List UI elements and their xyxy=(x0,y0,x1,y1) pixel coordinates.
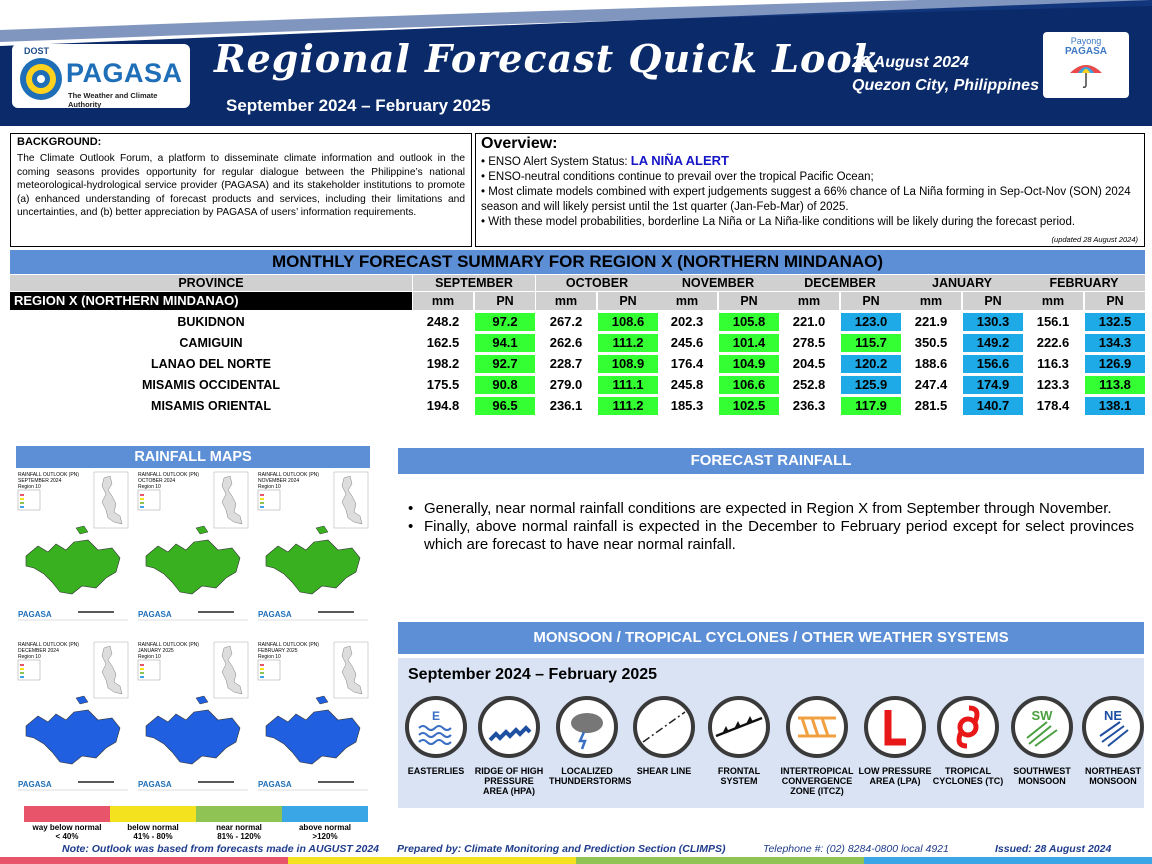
month-header: DECEMBER xyxy=(804,276,876,290)
frontal-system-icon xyxy=(708,696,770,758)
payong-line1: Payong xyxy=(1070,36,1102,46)
pn-value: 117.9 xyxy=(841,397,901,415)
pn-value: 101.4 xyxy=(719,334,779,352)
map-logo: PAGASA xyxy=(138,780,172,789)
weather-system-6 xyxy=(779,696,855,796)
overview-bullet-text: ENSO-neutral conditions continue to prevail over the tropical Pacific Ocean; xyxy=(488,171,874,183)
overview-section xyxy=(475,133,1145,247)
mm-value: 204.5 xyxy=(792,356,826,371)
pn-value: 140.7 xyxy=(963,397,1023,415)
summary-title: MONTHLY FORECAST SUMMARY FOR REGION X (NORTHERN MINDANAO) xyxy=(10,250,1145,274)
month-header: SEPTEMBER xyxy=(435,276,513,290)
legend-range: >120% xyxy=(312,832,338,841)
weather-system-3 xyxy=(549,696,632,786)
province-name: LANAO DEL NORTE xyxy=(151,357,271,371)
pn-value: 111.1 xyxy=(598,376,658,394)
legend-swatch xyxy=(282,806,368,822)
map-title: RAINFALL OUTLOOK (PN) xyxy=(18,472,79,478)
mm-value: 162.5 xyxy=(426,335,460,350)
mm-value: 228.7 xyxy=(549,356,583,371)
province-name: MISAMIS ORIENTAL xyxy=(151,399,271,413)
umbrella-icon xyxy=(1066,57,1106,91)
mm-subheader: mm xyxy=(797,294,821,308)
pn-value: 97.2 xyxy=(475,313,535,331)
weather-system-2 xyxy=(471,696,547,796)
map-title: RAINFALL OUTLOOK (PN) xyxy=(138,472,199,478)
map-title: RAINFALL OUTLOOK (PN) xyxy=(258,642,319,648)
pn-subheader: PN xyxy=(619,294,637,308)
forecast-rainfall-title: FORECAST RAINFALL xyxy=(398,448,1144,474)
pn-value: 138.1 xyxy=(1085,397,1145,415)
overview-bullet: • ENSO-neutral conditions continue to prevail over the tropical Pacific Ocean; xyxy=(481,171,874,183)
page-title: Regional Forecast Quick Look xyxy=(214,36,881,81)
pn-value: 113.8 xyxy=(1085,376,1145,394)
legend-range: < 40% xyxy=(55,832,79,841)
map-logo: PAGASA xyxy=(18,780,52,789)
pn-value: 108.9 xyxy=(598,355,658,373)
overview-bullet: • With these model probabilities, borderline La Niña or La Niña-like conditions will be likely during the forecast period. xyxy=(481,216,1076,228)
northeast-monsoon-icon xyxy=(1082,696,1144,758)
mm-value: 262.6 xyxy=(549,335,583,350)
legend-name: near normal xyxy=(216,823,262,832)
mm-value: 236.3 xyxy=(792,398,826,413)
pagasa-logo xyxy=(12,44,190,108)
weather-system-9 xyxy=(1004,696,1080,786)
pn-value: 149.2 xyxy=(963,334,1023,352)
svg-text:E: E xyxy=(431,709,441,723)
legend-name: way below normal xyxy=(32,823,102,832)
weather-system-8 xyxy=(930,696,1006,786)
svg-text:SW: SW xyxy=(1031,708,1053,723)
pn-value: 132.5 xyxy=(1085,313,1145,331)
map-logo: PAGASA xyxy=(258,780,292,789)
weather-system-label: SHEAR LINE xyxy=(636,766,692,776)
mm-value: 221.9 xyxy=(914,314,948,329)
mm-value: 222.6 xyxy=(1036,335,1070,350)
mm-value: 188.6 xyxy=(914,356,948,371)
mm-value: 175.5 xyxy=(426,377,460,392)
mm-value: 245.8 xyxy=(670,377,704,392)
mm-value: 279.0 xyxy=(549,377,583,392)
logo-tagline: The Weather and Climate Authority xyxy=(68,91,158,109)
footer xyxy=(0,843,1152,857)
legend-swatch xyxy=(24,806,110,822)
map-title: RAINFALL OUTLOOK (PN) xyxy=(18,642,79,648)
weather-system-label: FRONTAL SYSTEM xyxy=(717,766,761,786)
mm-value: 350.5 xyxy=(914,335,948,350)
issue-place: Quezon City, Philippines xyxy=(852,77,1039,94)
region-label: REGION X (NORTHERN MINDANAO) xyxy=(10,292,412,310)
weather-system-label: RIDGE OF HIGH PRESSURE AREA (HPA) xyxy=(474,766,544,796)
map-logo: PAGASA xyxy=(18,610,52,619)
ridge-icon xyxy=(478,696,540,758)
pn-subheader: PN xyxy=(740,294,758,308)
forecast-rainfall-text: Generally, near normal rainfall conditions are expected in Region X from September through November. xyxy=(424,500,1112,517)
mm-value: 123.3 xyxy=(1036,377,1070,392)
southwest-monsoon-icon xyxy=(1011,696,1073,758)
map-region: Region 10 xyxy=(258,484,281,490)
overview-bullet-text: With these model probabilities, borderline La Niña or La Niña-like conditions will be likely during the forecast period. xyxy=(488,216,1076,228)
weather-systems-period: September 2024 – February 2025 xyxy=(408,666,658,683)
weather-system-label: INTERTROPICAL CONVERGENCE ZONE (ITCZ) xyxy=(780,766,854,796)
map-month: FEBRUARY 2025 xyxy=(258,648,298,654)
background-text: The Climate Outlook Forum, a platform to disseminate climate information and outlook in the coming seasons provides opportunity for regular dialogue between the Philippine’s national meteorological-hydrological service provider (PAGASA) and its stakeholder institutions to promote (a) enhanced understanding of forecast products and services, including their limitations and uncertainties, and (b) better appreciation by PAGASA of users’ information requirements. xyxy=(17,153,465,218)
mm-value: 236.1 xyxy=(549,398,583,413)
forecast-rainfall-list xyxy=(408,500,1134,554)
mm-value: 198.2 xyxy=(426,356,460,371)
mm-subheader: mm xyxy=(675,294,699,308)
weather-systems-panel xyxy=(398,658,1144,808)
weather-system-label: LOW PRESSURE AREA (LPA) xyxy=(858,766,932,786)
map-month: SEPTEMBER 2024 xyxy=(18,478,62,484)
weather-system-label: EASTERLIES xyxy=(407,766,465,776)
mm-value: 176.4 xyxy=(670,356,704,371)
pn-value: 115.7 xyxy=(841,334,901,352)
overview-title: Overview: xyxy=(481,135,558,152)
legend-name: above normal xyxy=(298,823,351,832)
pn-value: 102.5 xyxy=(719,397,779,415)
forecast-period: September 2024 – February 2025 xyxy=(226,96,491,115)
mm-value: 178.4 xyxy=(1036,398,1070,413)
logo-name: PAGASA xyxy=(66,58,183,88)
rainfall-maps-title: RAINFALL MAPS xyxy=(16,446,370,468)
map-region: Region 10 xyxy=(18,484,41,490)
bullet-dot: • xyxy=(408,518,414,535)
map-month: JANUARY 2025 xyxy=(138,648,174,654)
legend-label xyxy=(196,823,282,841)
footer-color-strip xyxy=(0,857,1152,864)
pn-subheader: PN xyxy=(496,294,514,308)
province-header: PROVINCE xyxy=(178,276,244,290)
map-month: OCTOBER 2024 xyxy=(138,478,176,484)
mm-subheader: mm xyxy=(1041,294,1065,308)
rainfall-map-panel xyxy=(136,470,250,634)
pn-value: 156.6 xyxy=(963,355,1023,373)
bullet-dot: • xyxy=(408,500,414,517)
province-name: CAMIGUIN xyxy=(179,336,243,350)
forecast-rainfall-bullet xyxy=(408,518,1134,554)
pn-value: 123.0 xyxy=(841,313,901,331)
legend-name: below normal xyxy=(127,823,179,832)
month-header: FEBRUARY xyxy=(1049,276,1119,290)
mm-value: 202.3 xyxy=(670,314,704,329)
pagasa-seal-icon xyxy=(18,56,64,102)
mm-value: 278.5 xyxy=(792,335,826,350)
mm-value: 247.4 xyxy=(914,377,948,392)
map-logo: PAGASA xyxy=(138,610,172,619)
pn-value: 104.9 xyxy=(719,355,779,373)
mm-subheader: mm xyxy=(554,294,578,308)
month-header: OCTOBER xyxy=(565,276,629,290)
mm-value: 281.5 xyxy=(914,398,948,413)
pn-value: 111.2 xyxy=(598,397,658,415)
issue-date: 28 August 2024 xyxy=(852,54,969,71)
enso-status-line: • ENSO Alert System Status: LA NIÑA ALERT xyxy=(481,153,729,168)
enso-status-prefix: ENSO Alert System Status: xyxy=(488,156,631,168)
rainfall-map-panel xyxy=(16,640,130,804)
pn-subheader: PN xyxy=(1106,294,1124,308)
legend-range: 41% - 80% xyxy=(133,832,173,841)
mm-subheader: mm xyxy=(919,294,943,308)
map-region: Region 10 xyxy=(18,654,41,660)
rainfall-map-panel xyxy=(16,470,130,634)
weather-system-label: SOUTHWEST MONSOON xyxy=(1013,766,1071,786)
footer-telephone: Telephone #: (02) 8284-0800 local 4921 xyxy=(763,843,949,855)
enso-status-value: LA NIÑA ALERT xyxy=(630,153,729,168)
pn-value: 90.8 xyxy=(475,376,535,394)
pn-value: 134.3 xyxy=(1085,334,1145,352)
forecast-rainfall-text: Finally, above normal rainfall is expected in the December to February period except for select provinces which are forecast to have near normal rainfall. xyxy=(424,518,1134,553)
mm-value: 221.0 xyxy=(792,314,826,329)
mm-value: 185.3 xyxy=(670,398,704,413)
rainfall-map-panel xyxy=(256,640,370,804)
map-month: DECEMBER 2024 xyxy=(18,648,59,654)
legend-label xyxy=(110,823,196,841)
legend-range: 81% - 120% xyxy=(217,832,261,841)
overview-updated: (updated 28 August 2024) xyxy=(1051,235,1138,244)
weather-system-10 xyxy=(1075,696,1151,786)
mm-value: 156.1 xyxy=(1036,314,1070,329)
background-section xyxy=(10,133,472,247)
svg-text:NE: NE xyxy=(1103,708,1123,723)
province-name: BUKIDNON xyxy=(177,315,245,329)
pn-value: 96.5 xyxy=(475,397,535,415)
thunderstorm-icon xyxy=(556,696,618,758)
tropical-cyclone-icon xyxy=(937,696,999,758)
mm-value: 245.6 xyxy=(670,335,704,350)
weather-system-4 xyxy=(626,696,702,776)
shear-line-icon xyxy=(633,696,695,758)
pn-value: 105.8 xyxy=(719,313,779,331)
weather-system-label: NORTHEAST MONSOON xyxy=(1085,766,1141,786)
mm-value: 194.8 xyxy=(426,398,460,413)
itcz-icon xyxy=(786,696,848,758)
legend-label xyxy=(24,823,110,841)
pn-value: 94.1 xyxy=(475,334,535,352)
map-region: Region 10 xyxy=(138,484,161,490)
monsoon-title: MONSOON / TROPICAL CYCLONES / OTHER WEATHER SYSTEMS xyxy=(398,622,1144,654)
map-title: RAINFALL OUTLOOK (PN) xyxy=(258,472,319,478)
map-month: NOVEMBER 2024 xyxy=(258,478,300,484)
pn-subheader: PN xyxy=(984,294,1002,308)
map-logo: PAGASA xyxy=(258,610,292,619)
pn-value: 120.2 xyxy=(841,355,901,373)
mm-value: 267.2 xyxy=(549,314,583,329)
map-region: Region 10 xyxy=(138,654,161,660)
pn-value: 111.2 xyxy=(598,334,658,352)
background-title: BACKGROUND: xyxy=(17,136,102,148)
pn-value: 106.6 xyxy=(719,376,779,394)
dost-label: DOST xyxy=(24,46,50,56)
month-header: JANUARY xyxy=(932,276,992,290)
overview-bullet-text: Most climate models combined with expert judgements suggest a 66% chance of La Niña forming in Sep-Oct-Nov (SON) 2024 season and will likely persist until the 1st quarter (Jan-Feb-Mar) of 2025. xyxy=(481,186,1131,213)
rainfall-map-panel xyxy=(136,640,250,804)
pn-value: 130.3 xyxy=(963,313,1023,331)
header xyxy=(0,0,1152,126)
overview-bullet: • Most climate models combined with expert judgements suggest a 66% chance of La Niña forming in Sep-Oct-Nov (SON) 2024 season and will likely persist until the 1st quarter (Jan-Feb-Mar) of 2025. xyxy=(481,186,1131,213)
legend-swatch xyxy=(196,806,282,822)
mm-subheader: mm xyxy=(431,294,455,308)
lpa-icon xyxy=(864,696,926,758)
legend-swatch xyxy=(110,806,196,822)
footer-issued: Issued: 28 August 2024 xyxy=(995,843,1112,855)
map-title: RAINFALL OUTLOOK (PN) xyxy=(138,642,199,648)
pn-value: 174.9 xyxy=(963,376,1023,394)
payong-line2: PAGASA xyxy=(1064,46,1108,57)
mm-value: 248.2 xyxy=(426,314,460,329)
weather-system-label: LOCALIZED THUNDERSTORMS xyxy=(549,766,632,786)
weather-system-5 xyxy=(701,696,777,786)
payong-pagasa-logo xyxy=(1043,32,1129,98)
footer-prepared: Prepared by: Climate Monitoring and Prediction Section (CLIMPS) xyxy=(397,843,726,855)
map-region: Region 10 xyxy=(258,654,281,660)
pn-value: 92.7 xyxy=(475,355,535,373)
easterlies-icon xyxy=(405,696,467,758)
footer-note: Note: Outlook was based from forecasts made in AUGUST 2024 xyxy=(62,843,380,855)
mm-value: 116.3 xyxy=(1037,356,1069,371)
rainfall-map-panel xyxy=(256,470,370,634)
weather-system-1 xyxy=(398,696,474,776)
month-header: NOVEMBER xyxy=(681,276,755,290)
weather-system-7 xyxy=(857,696,933,786)
forecast-rainfall-bullet xyxy=(408,500,1134,518)
mm-value: 252.8 xyxy=(792,377,826,392)
pn-subheader: PN xyxy=(862,294,880,308)
pn-value: 108.6 xyxy=(598,313,658,331)
pn-value: 125.9 xyxy=(841,376,901,394)
legend-label xyxy=(282,823,368,841)
weather-system-label: TROPICAL CYCLONES (TC) xyxy=(932,766,1004,786)
province-name: MISAMIS OCCIDENTAL xyxy=(142,378,280,392)
pn-value: 126.9 xyxy=(1085,355,1145,373)
